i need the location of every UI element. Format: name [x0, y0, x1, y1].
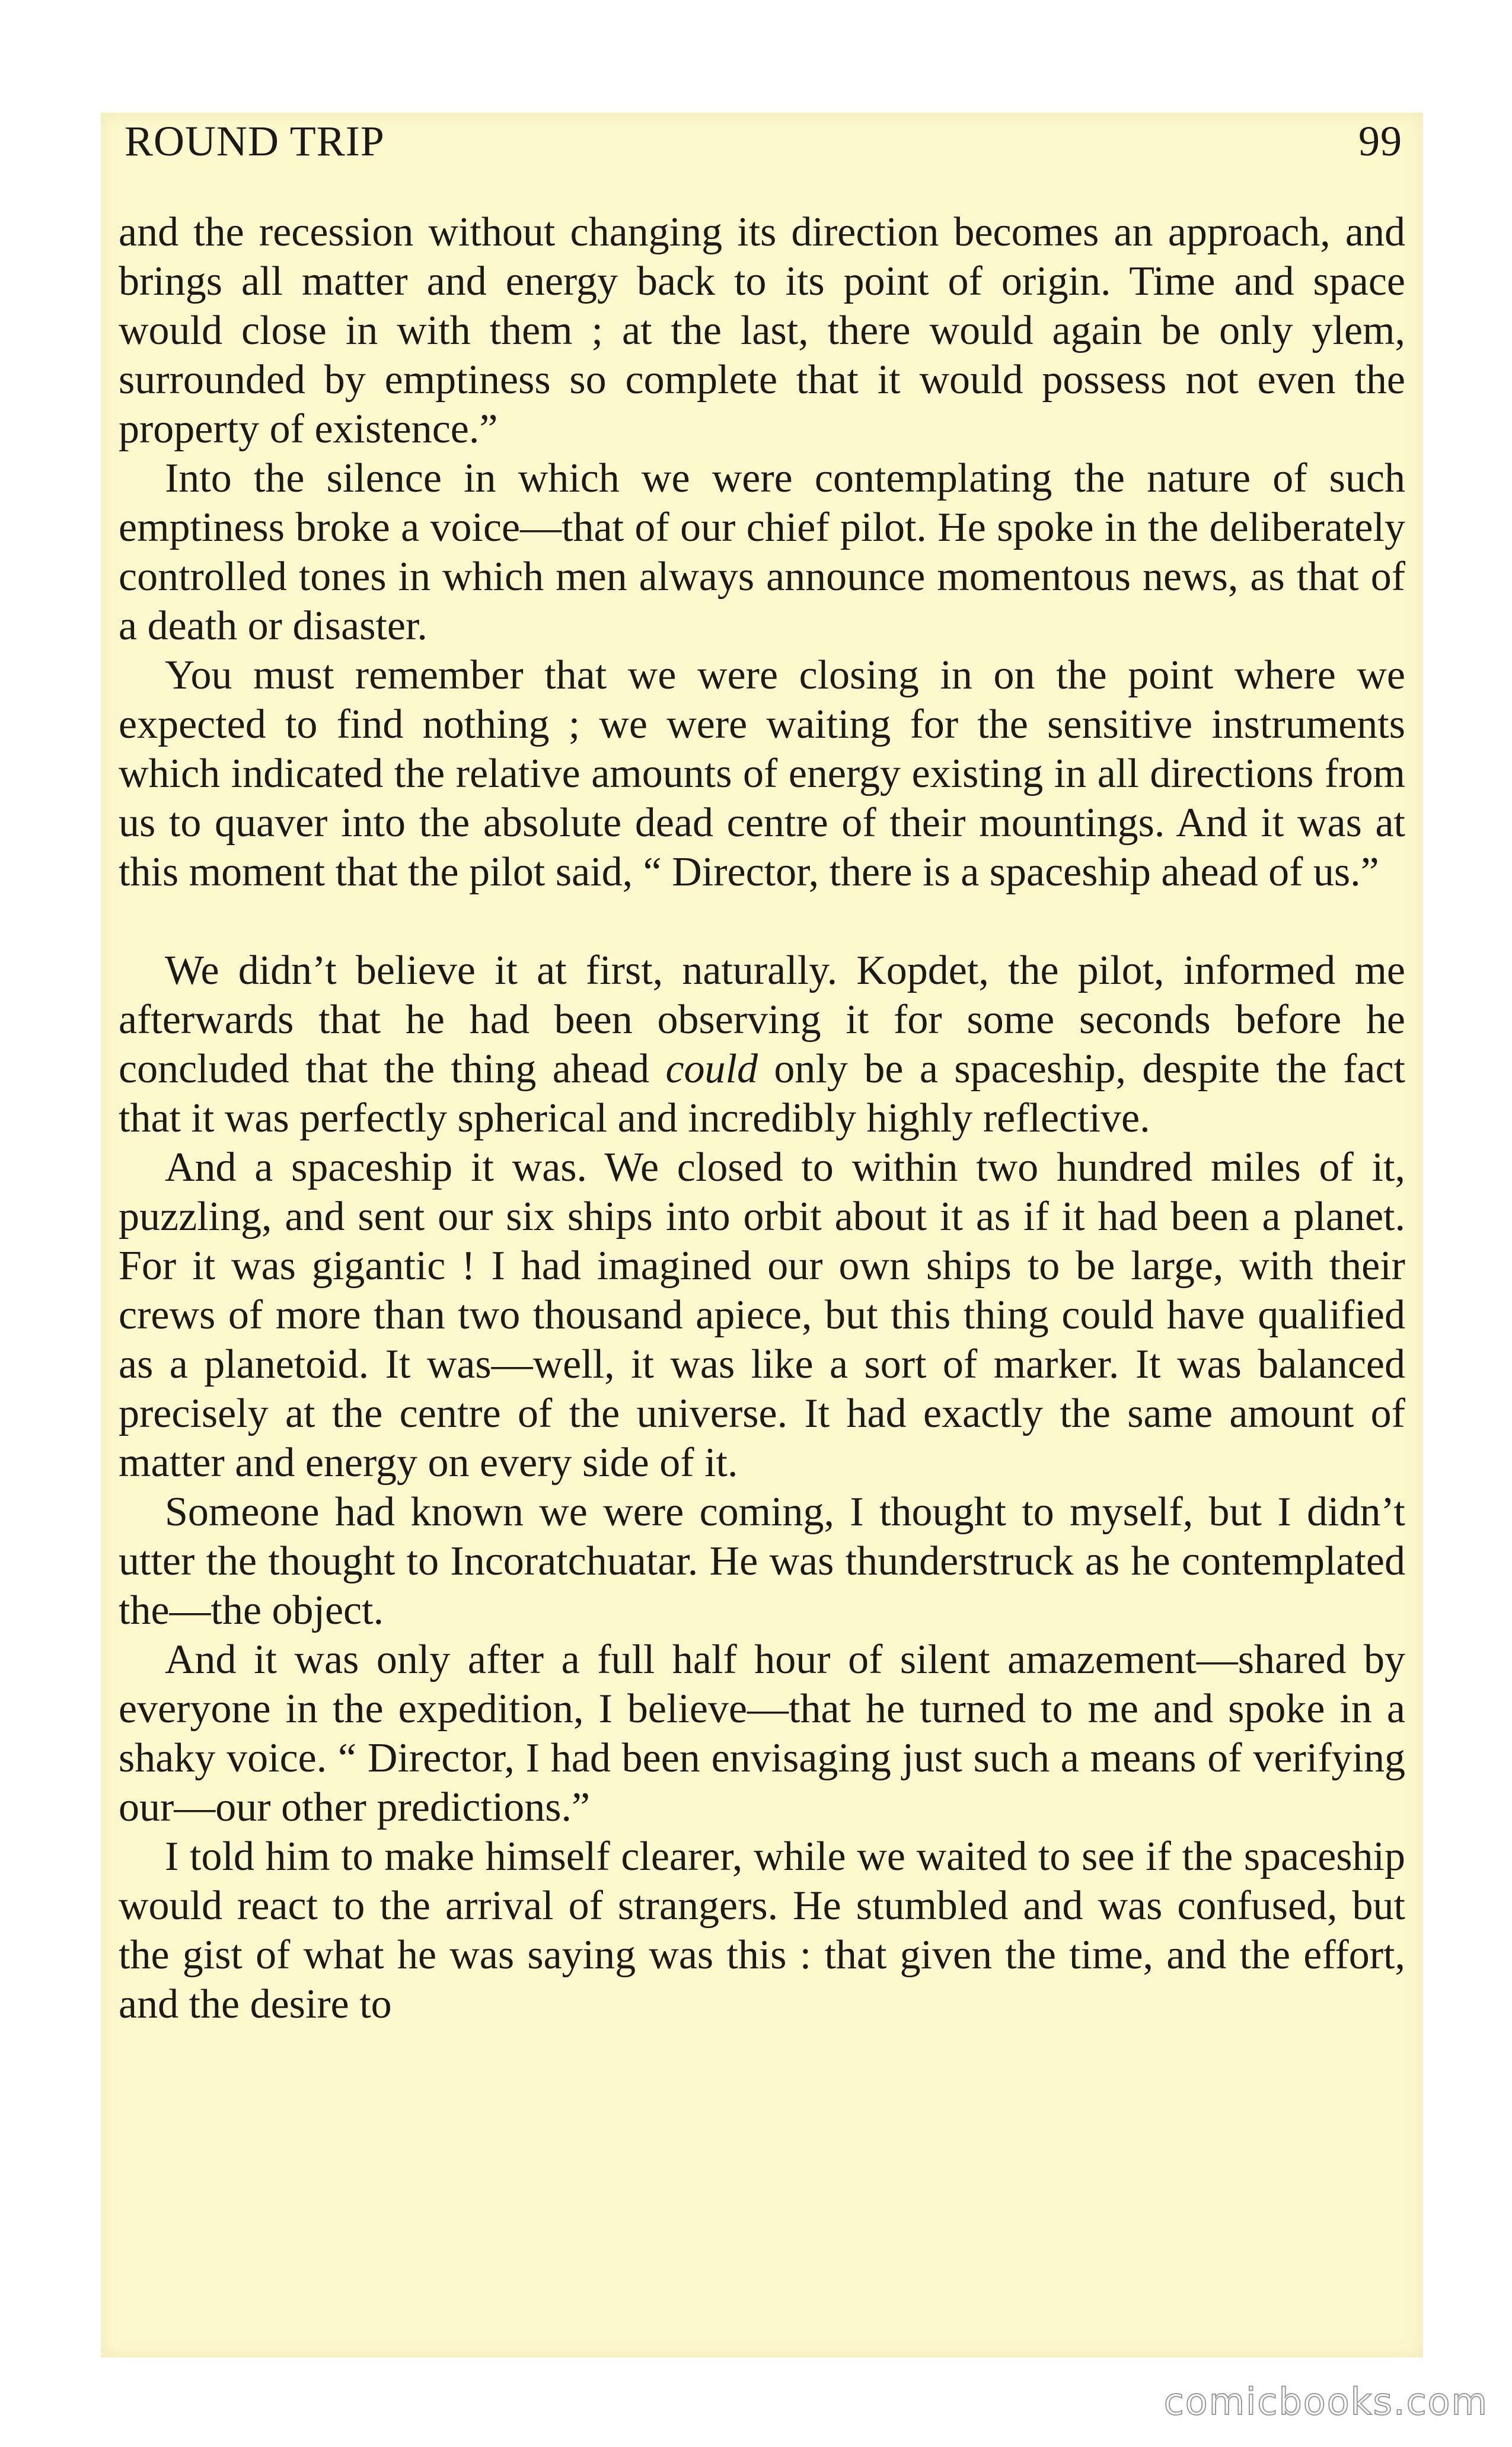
paragraph-continuation: and the recession without changing its direction becomes an approach, and brings all matter and energy back to its point of origin. Time and space would close in with them ; at the last, there would again be only ylem, surrounded by emptiness so complete that it would possess not even the property of existence.”	[119, 209, 1405, 452]
paragraph-text: We didn’t believe it at first, naturally. Kopdet, the pilot, informed me afterwards that he had been observing it for some seconds before he concluded that the thing ahead	[119, 948, 1405, 1092]
emphasis-text: could	[665, 1046, 758, 1092]
paragraph: I told him to make himself clearer, while we waited to see if the spaceship would react to the arrival of strangers. He stumbled and was confused, but the gist of what he was saying was this : that given the time, and the effort, and the desire to	[119, 1834, 1405, 2027]
paragraph: Someone had known we were coming, I thought to myself, but I didn’t utter the thought to Incoratchuatar. He was thunderstruck as he contemplated the—the object.	[119, 1489, 1405, 1633]
paragraph: And a spaceship it was. We closed to within two hundred miles of it, puzzling, and sent our six ships into orbit about it as if it had been a planet. For it was gigantic ! I had imagined our own ships to be large, with their crews of more than two thousand apiece, but this thing could have qualified as a planetoid. It was—well, it was like a sort of marker. It was balanced precisely at the centre of the universe. It had exactly the same amount of matter and energy on every side of it.	[119, 1145, 1405, 1486]
body-text	[119, 208, 1405, 2029]
paragraph: And it was only after a full half hour of silent amazement—shared by everyone in the expedition, I believe—that he turned to me and spoke in a shaky voice. “ Director, I had been envisaging just such a means of verifying our—our other predictions.”	[119, 1637, 1405, 1830]
paragraph-text: only be a spaceship, despite the fact that it was perfectly spherical and incredibly highly reflective.	[119, 1046, 1405, 1141]
running-title: ROUND TRIP	[125, 117, 385, 165]
paragraph-section-start	[119, 946, 1405, 1143]
page-number: 99	[1358, 117, 1402, 165]
paragraph: Into the silence in which we were contemplating the nature of such emptiness broke a voice—that of our chief pilot. He spoke in the deliberately controlled tones in which men always announce momentous news, as that of a death or disaster.	[119, 455, 1405, 649]
paragraph: You must remember that we were closing in on the point where we expected to find nothing ; we were waiting for the sensitive instruments which indicated the relative amounts of energy existing in all directions from us to quaver into the absolute dead centre of their mountings. And it was at this moment that the pilot said, “ Director, there is a spaceship ahead of us.”	[119, 652, 1405, 895]
running-head	[125, 113, 1402, 166]
watermark: comicbooks.com	[1163, 2380, 1488, 2423]
book-page	[101, 113, 1423, 2357]
